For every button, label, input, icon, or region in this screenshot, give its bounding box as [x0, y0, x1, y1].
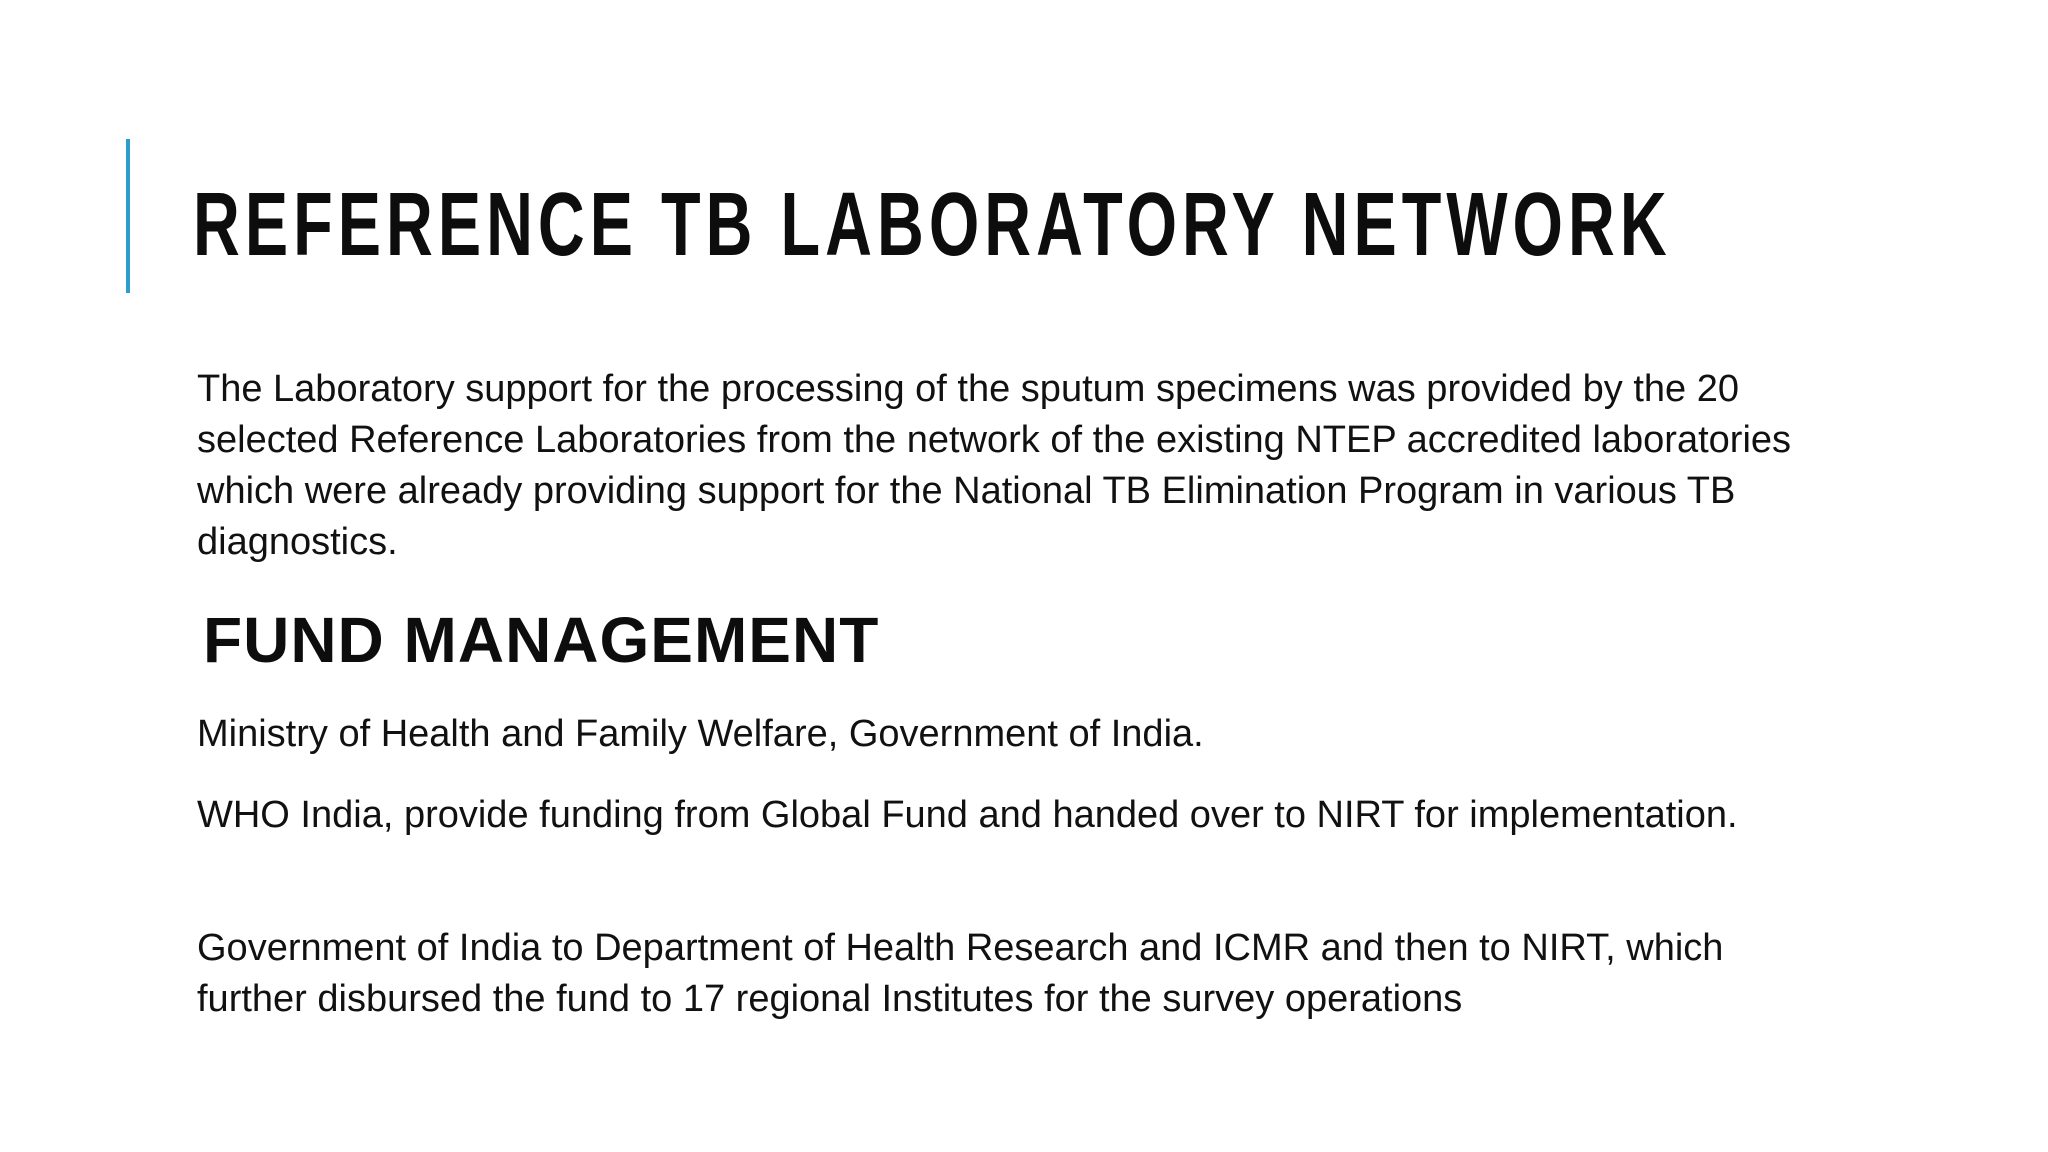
fund-item-government-icmr: Government of India to Department of Health Research and ICMR and then to NIRT, which further disbursed the fund to 17 regional Institutes for the survey operations [197, 927, 1724, 1020]
title-accent-bar [126, 139, 130, 293]
fund-item-ministry: Ministry of Health and Family Welfare, Government of India. [197, 713, 1204, 755]
intro-paragraph: The Laboratory support for the processing of the sputum specimens was provided by the 20 selected Reference Laboratories from the network of the existing NTEP accredited laboratories which were already providing support for the National TB Elimination Program in various TB diagnostics. [197, 368, 1792, 563]
fund-item-who-india: WHO India, provide funding from Global Fund and handed over to NIRT for implementation. [197, 794, 1738, 836]
fund-management-heading: FUND MANAGEMENT [203, 604, 880, 676]
slide-title: REFERENCE TB LABORATORY NETWORK [193, 175, 1672, 275]
